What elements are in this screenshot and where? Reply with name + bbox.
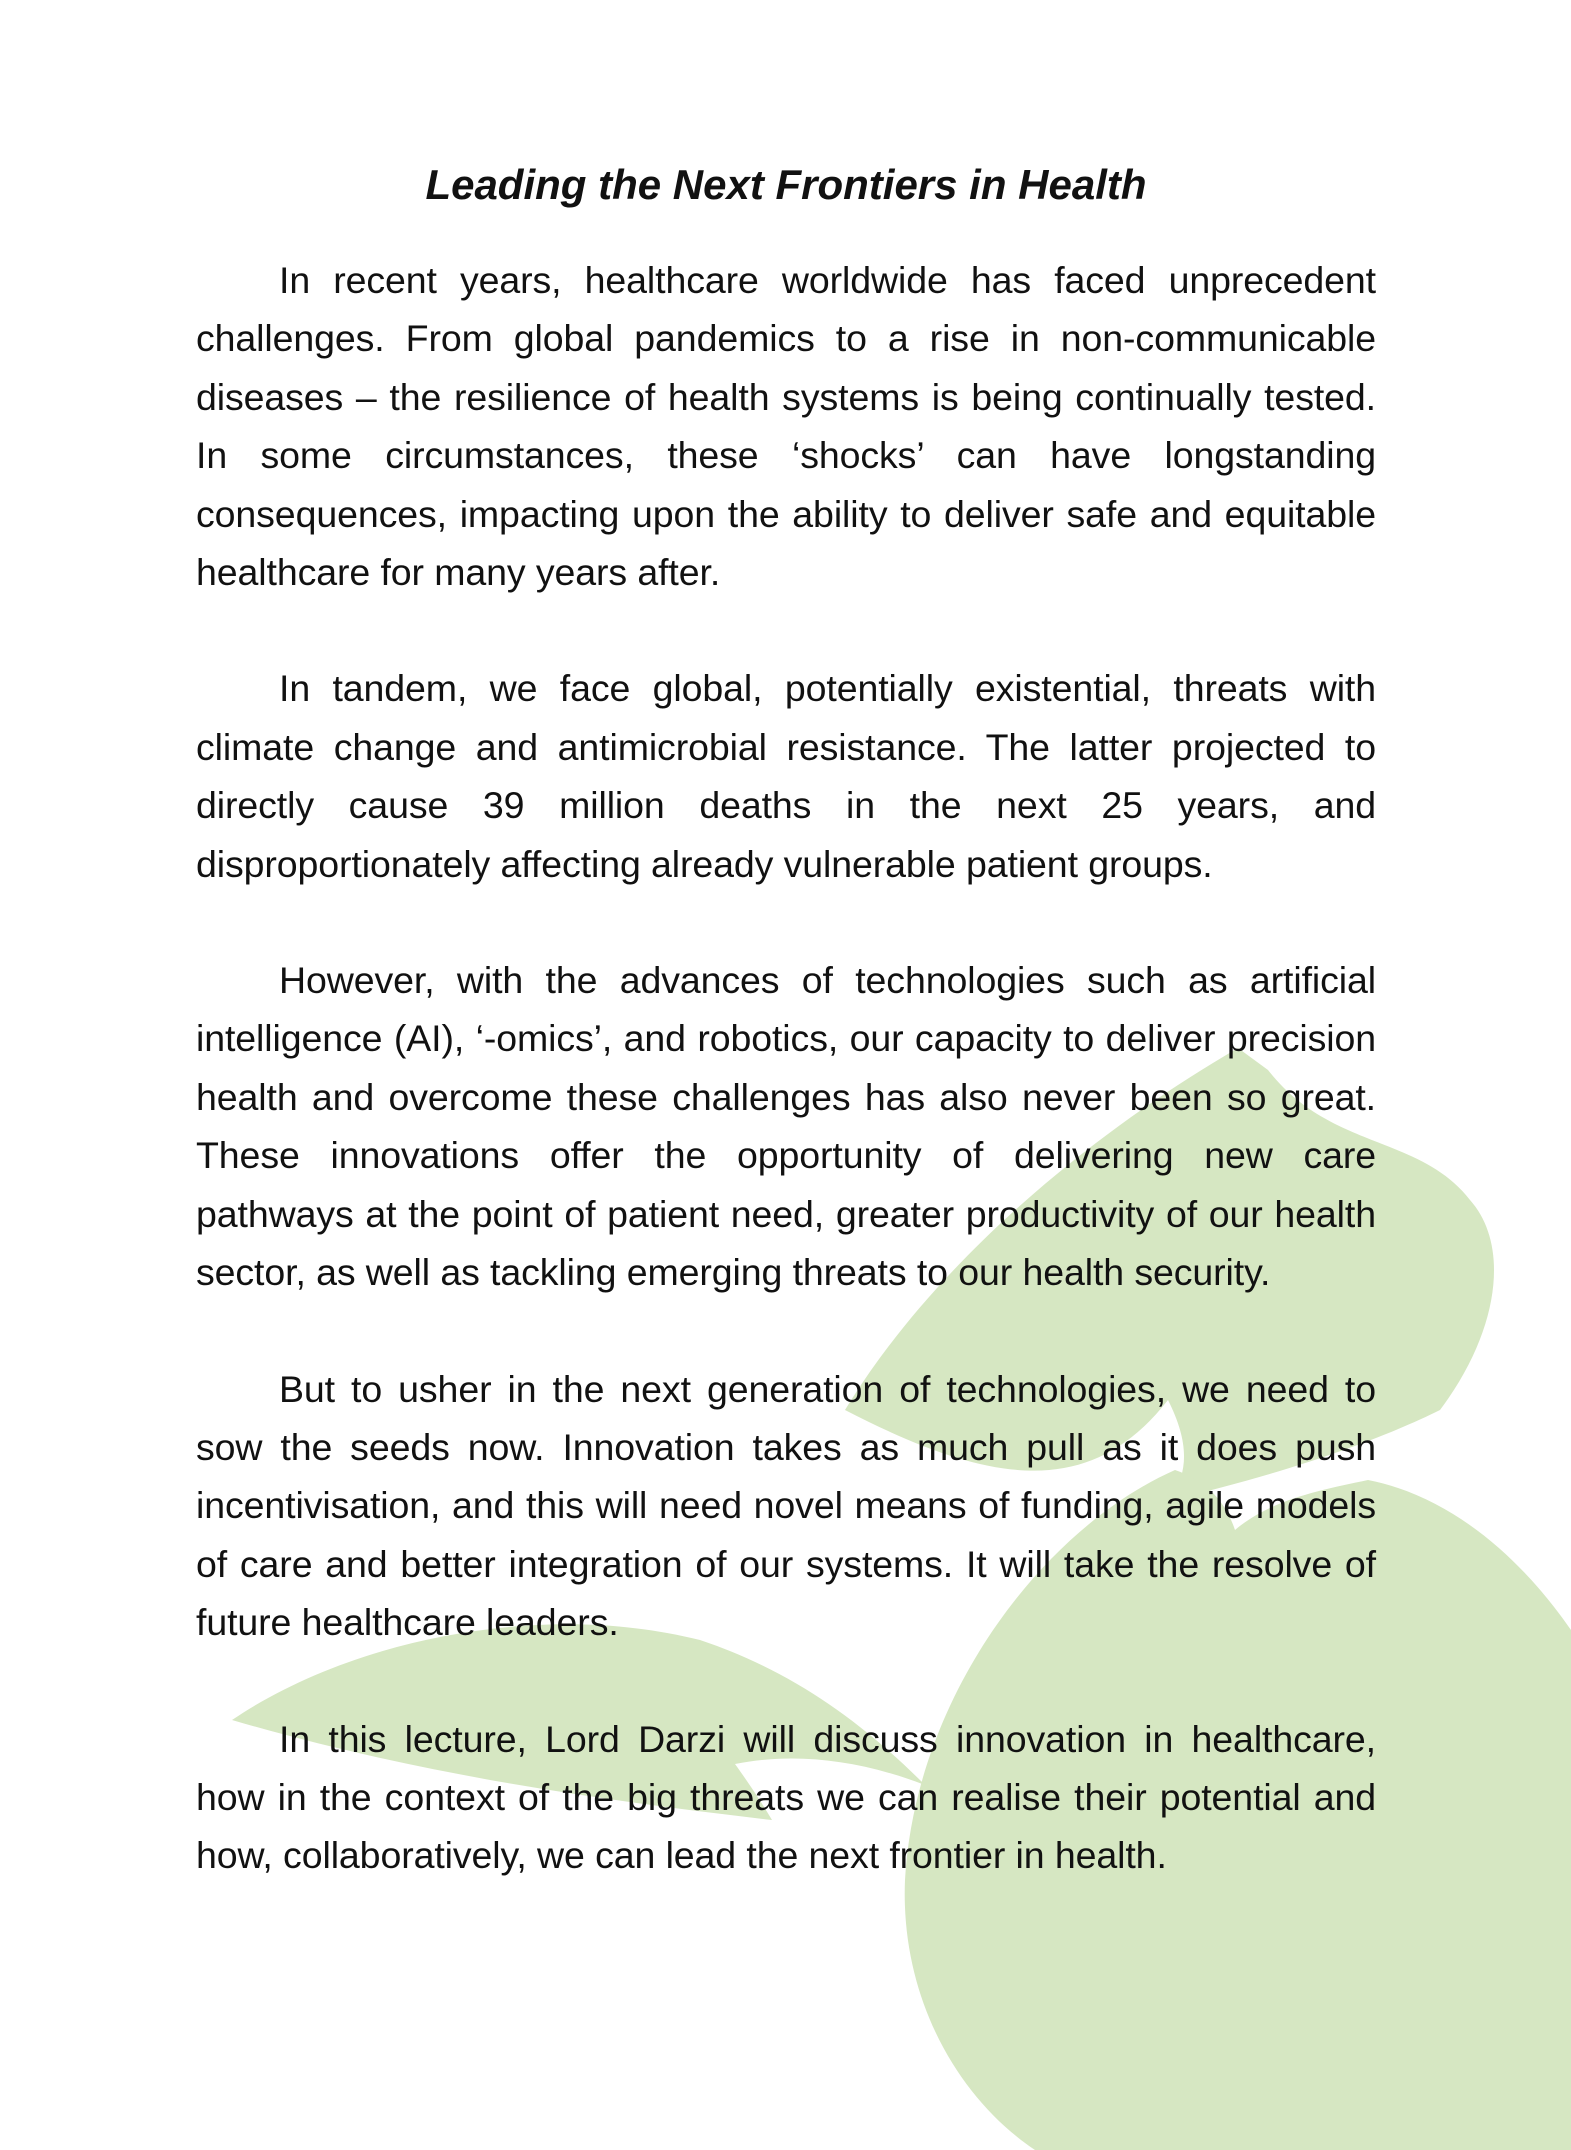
document-content xyxy=(196,0,1376,1885)
paragraph-3: However, with the advances of technologies such as artificial intelligence (AI), ‘-omics’, and robotics, our capacity to deliver precision health and overcome these challenges has also never been so great. These innovations offer the opportunity of delivering new care pathways at the point of patient need, greater productivity of our health sector, as well as tackling emerging threats to our health security. xyxy=(196,959,1376,1294)
paragraph-1: In recent years, healthcare worldwide has faced unprecedent challenges. From global pandemics to a rise in non-communicable diseases – the resilience of health systems is being continually tested. In some circumstances, these ‘shocks’ can have longstanding consequences, impacting upon the ability to deliver safe and equitable healthcare for many years after. xyxy=(196,259,1376,594)
paragraph-4: But to usher in the next generation of technologies, we need to sow the seeds now. Innovation takes as much pull as it does push incentivisation, and this will need novel means of funding, agile models of care and better integration of our systems. It will take the resolve of future healthcare leaders. xyxy=(196,1367,1376,1644)
paragraph-2: In tandem, we face global, potentially existential, threats with climate change and antimicrobial resistance. The latter projected to directly cause 39 million deaths in the next 25 years, and disproportionately affecting already vulnerable patient groups. xyxy=(196,667,1376,885)
document-title: Leading the Next Frontiers in Health xyxy=(425,161,1147,208)
paragraph-5: In this lecture, Lord Darzi will discuss innovation in healthcare, how in the context of the big threats we can realise their potential and how, collaboratively, we can lead the next frontier in health. xyxy=(196,1717,1376,1877)
